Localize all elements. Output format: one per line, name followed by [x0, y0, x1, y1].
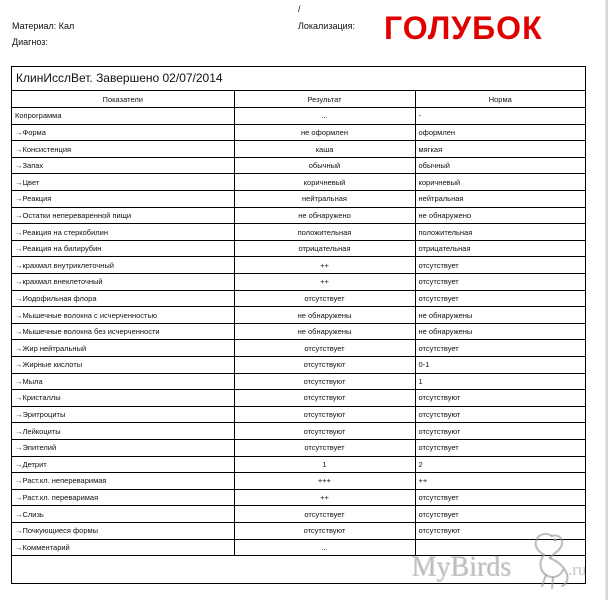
column-header-indicators: Показатели — [12, 91, 234, 108]
norm-cell: отрицательная — [415, 240, 585, 257]
column-header-norm: Норма — [415, 91, 585, 108]
indicator-cell: →Почкующиеся формы — [12, 522, 234, 539]
table-row — [12, 506, 585, 523]
table-row — [12, 108, 585, 125]
table-row — [12, 539, 585, 556]
result-cell: не обнаружены — [234, 323, 415, 340]
table-row — [12, 456, 585, 473]
norm-cell — [415, 539, 585, 556]
watermark-suffix: .ru — [568, 560, 587, 579]
result-cell: каша — [234, 141, 415, 158]
norm-cell: не обнаружены — [415, 323, 585, 340]
indicator-cell: →Комментарий — [12, 539, 234, 556]
indicator-cell: →Эпителий — [12, 439, 234, 456]
diagnosis-label: Диагноз: — [12, 37, 48, 47]
table-row — [12, 224, 585, 241]
result-cell: коричневый — [234, 174, 415, 191]
indicator-cell: →крахмал внеклеточный — [12, 274, 234, 291]
indicator-cell: →Лейкоциты — [12, 423, 234, 440]
results-table — [12, 91, 585, 556]
table-row — [12, 290, 585, 307]
indicator-cell: →Жир нейтральный — [12, 340, 234, 357]
result-cell: +++ — [234, 473, 415, 490]
table-row — [12, 522, 585, 539]
table-row — [12, 274, 585, 291]
watermark-text: MyBirds — [412, 552, 512, 583]
result-cell: ++ — [234, 489, 415, 506]
indicator-cell: →Запах — [12, 157, 234, 174]
table-row — [12, 439, 585, 456]
table-row — [12, 423, 585, 440]
norm-cell: отсутствует — [415, 439, 585, 456]
table-row — [12, 257, 585, 274]
material-label: Материал: Кал — [12, 21, 75, 31]
table-row — [12, 340, 585, 357]
table-row — [12, 307, 585, 324]
norm-cell: отсутствуют — [415, 406, 585, 423]
indicator-cell: →Остатки непереваренной пищи — [12, 207, 234, 224]
indicator-cell: →Реакция на стеркобилин — [12, 224, 234, 241]
result-cell: ++ — [234, 274, 415, 291]
norm-cell: отсутствует — [415, 506, 585, 523]
result-cell: отсутствуют — [234, 406, 415, 423]
indicator-cell: →Слизь — [12, 506, 234, 523]
norm-cell: ++ — [415, 473, 585, 490]
table-row — [12, 357, 585, 374]
norm-cell: не обнаружены — [415, 307, 585, 324]
result-cell: не оформлен — [234, 124, 415, 141]
result-cell: отрицательная — [234, 240, 415, 257]
result-cell: обычный — [234, 157, 415, 174]
indicator-cell: →Мышечные волокна без исчерченности — [12, 323, 234, 340]
indicator-cell: →Цвет — [12, 174, 234, 191]
result-cell: отсутствуют — [234, 357, 415, 374]
result-cell: отсутствуют — [234, 390, 415, 407]
norm-cell: нейтральная — [415, 191, 585, 208]
indicator-cell: →Раст.кл. непереваримая — [12, 473, 234, 490]
result-cell: не обнаружены — [234, 307, 415, 324]
report-table-frame — [11, 66, 586, 584]
report-title: КлинИсслВет. Завершено 02/07/2014 — [12, 67, 585, 91]
norm-cell: не обнаружено — [415, 207, 585, 224]
table-row — [12, 406, 585, 423]
result-cell: ++ — [234, 257, 415, 274]
indicator-cell: →Детрит — [12, 456, 234, 473]
indicator-cell: →Реакция на билирубин — [12, 240, 234, 257]
table-row — [12, 489, 585, 506]
result-cell: нейтральная — [234, 191, 415, 208]
norm-cell: отсутствует — [415, 340, 585, 357]
indicator-cell: →Мыла — [12, 373, 234, 390]
indicator-cell: →Кристаллы — [12, 390, 234, 407]
result-cell: отсутствуют — [234, 423, 415, 440]
table-row — [12, 207, 585, 224]
norm-cell: обычный — [415, 157, 585, 174]
norm-cell: коричневый — [415, 174, 585, 191]
table-row — [12, 323, 585, 340]
result-cell: 1 — [234, 456, 415, 473]
results-table-body — [12, 108, 585, 556]
norm-cell: 2 — [415, 456, 585, 473]
table-row — [12, 124, 585, 141]
indicator-cell: →Консистенция — [12, 141, 234, 158]
indicator-cell: →Реакция — [12, 191, 234, 208]
table-row — [12, 191, 585, 208]
result-cell: не обнаружено — [234, 207, 415, 224]
norm-cell: - — [415, 108, 585, 125]
result-cell: отсутствует — [234, 290, 415, 307]
table-row — [12, 473, 585, 490]
table-header-row — [12, 91, 585, 108]
norm-cell: отсутствуют — [415, 423, 585, 440]
indicator-cell: →Раст.кл. переваримая — [12, 489, 234, 506]
indicator-cell: →Жирные кислоты — [12, 357, 234, 374]
indicator-cell: →Форма — [12, 124, 234, 141]
indicator-cell: →Мышечные волокна с исчерченностью — [12, 307, 234, 324]
result-cell: отсутствует — [234, 340, 415, 357]
indicator-cell: →крахмал внутриклеточный — [12, 257, 234, 274]
result-cell: положительная — [234, 224, 415, 241]
localization-label: Локализация: — [298, 21, 356, 31]
result-cell: ... — [234, 539, 415, 556]
result-cell: отсутствует — [234, 506, 415, 523]
norm-cell: отсутствует — [415, 257, 585, 274]
table-row — [12, 373, 585, 390]
table-row — [12, 174, 585, 191]
result-cell: отсутствует — [234, 439, 415, 456]
indicator-cell: Копрограмма — [12, 108, 234, 125]
result-cell: отсутствуют — [234, 373, 415, 390]
norm-cell: отсутствуют — [415, 390, 585, 407]
norm-cell: оформлен — [415, 124, 585, 141]
norm-cell: 0-1 — [415, 357, 585, 374]
norm-cell: положительная — [415, 224, 585, 241]
column-header-result: Результат — [234, 91, 415, 108]
species-title: ГОЛУБОК — [384, 10, 543, 46]
header-top-mark: / — [298, 4, 301, 14]
norm-cell: отсутствует — [415, 290, 585, 307]
table-row — [12, 390, 585, 407]
indicator-cell: →Эритроциты — [12, 406, 234, 423]
indicator-cell: →Иодофильная флора — [12, 290, 234, 307]
norm-cell: отсутствуют — [415, 522, 585, 539]
table-row — [12, 157, 585, 174]
table-row — [12, 141, 585, 158]
result-cell: отсутствуют — [234, 522, 415, 539]
norm-cell: отсутствует — [415, 274, 585, 291]
result-cell: ... — [234, 108, 415, 125]
norm-cell: 1 — [415, 373, 585, 390]
table-row — [12, 240, 585, 257]
norm-cell: мягкая — [415, 141, 585, 158]
norm-cell: отсутствует — [415, 489, 585, 506]
